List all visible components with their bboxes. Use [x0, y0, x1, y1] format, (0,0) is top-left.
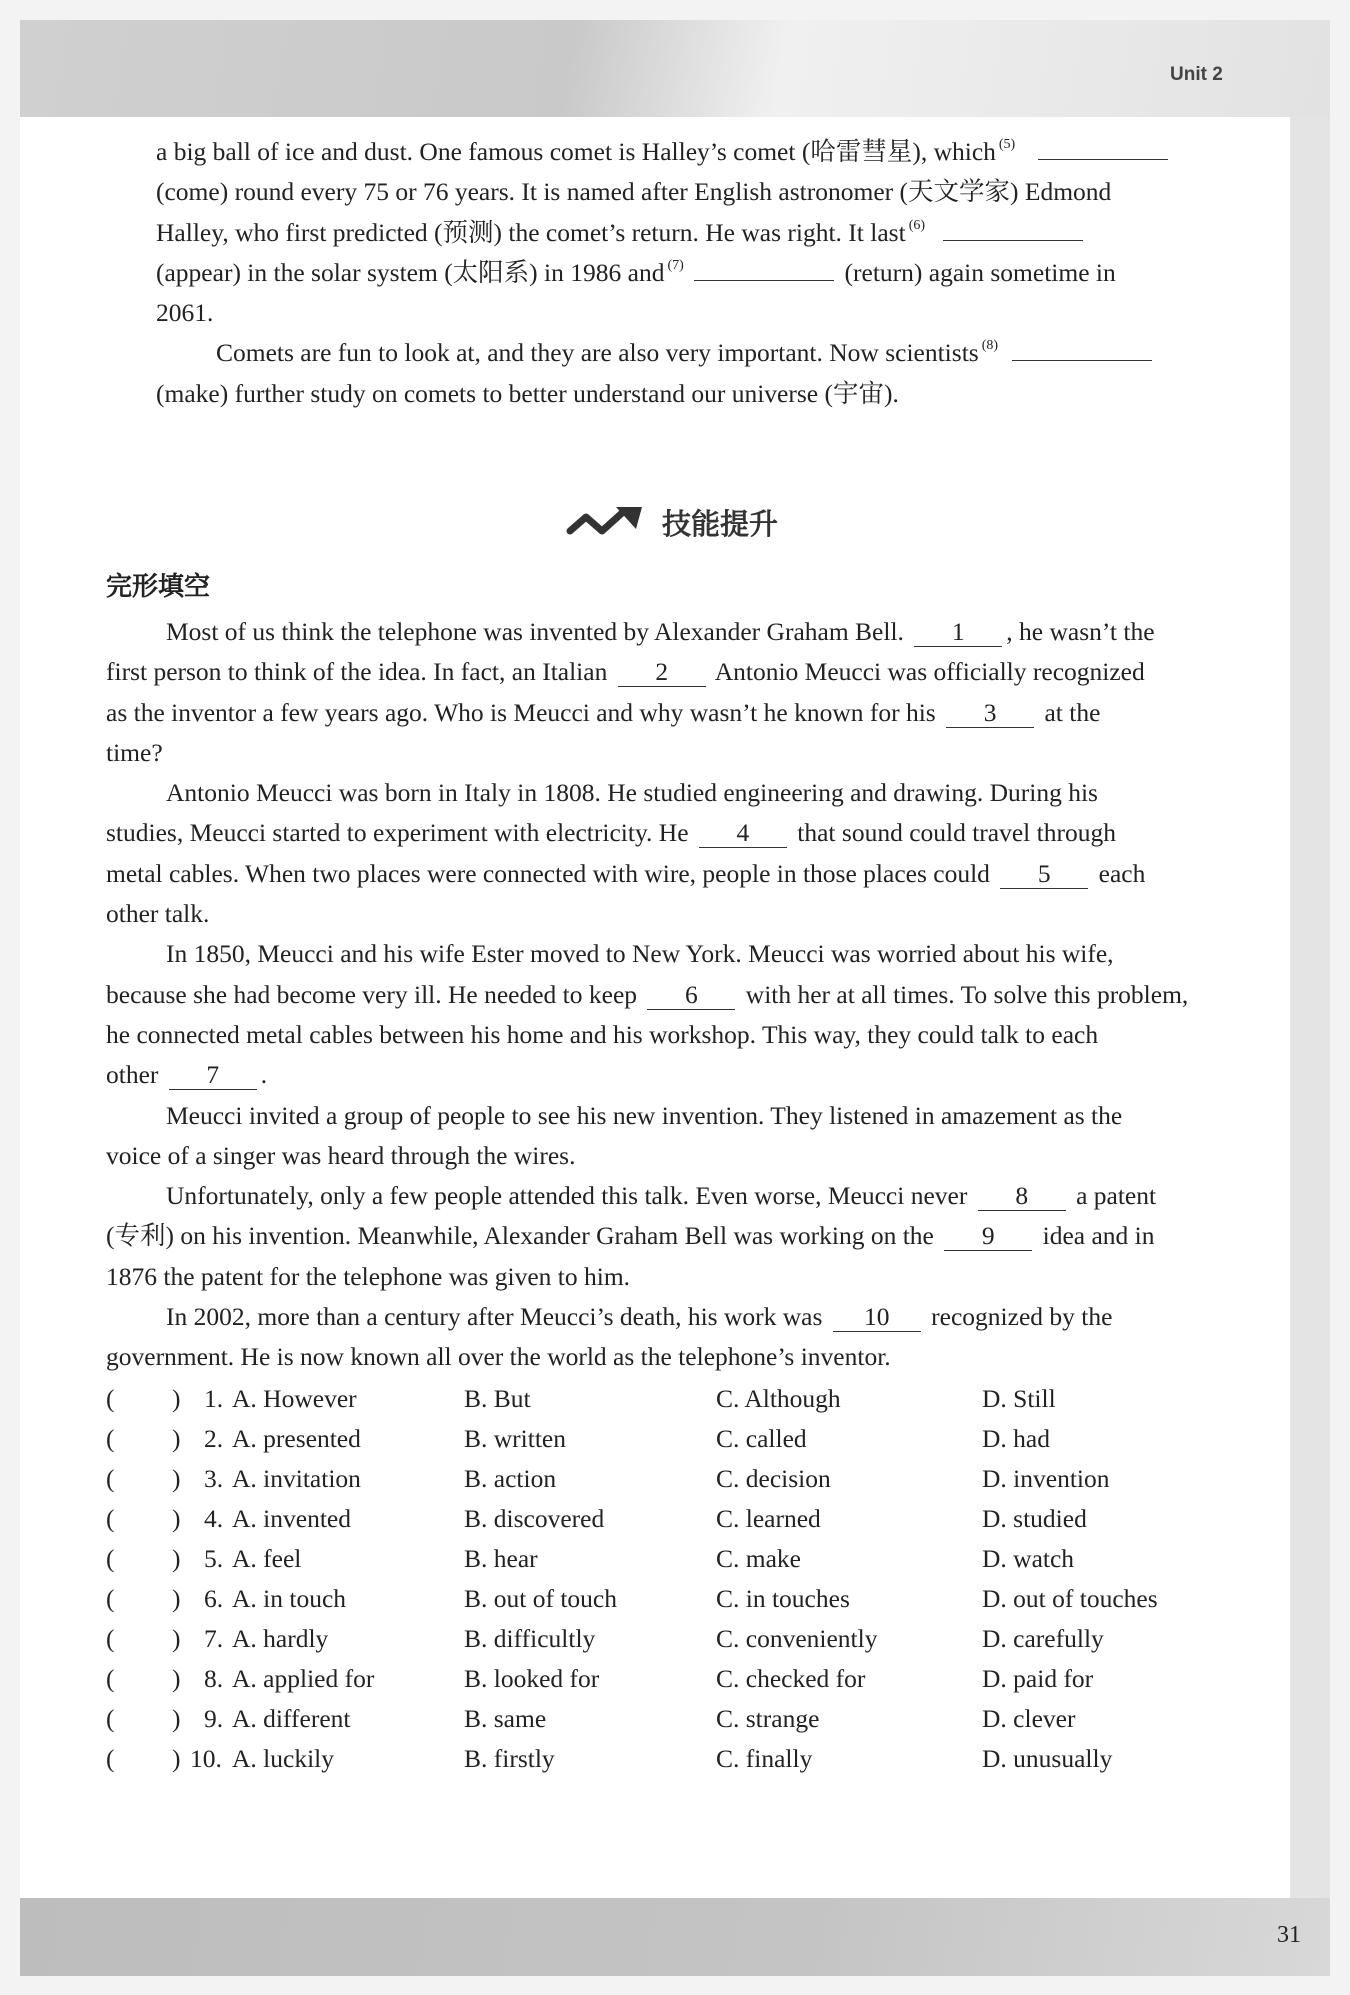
unit-label: Unit 2 [1170, 64, 1223, 85]
section-heading [566, 502, 778, 543]
passage-line: a big ball of ice and dust. One famous comet is Halley’s comet (哈雷彗星), which $^{(5)}$ [156, 132, 1172, 172]
blank-number: (6) [908, 217, 926, 233]
comet-passage [156, 132, 1172, 414]
blank-number: (7) [667, 257, 684, 273]
answer-slot[interactable]: ) [172, 1584, 181, 1613]
passage-line: as the inventor a few years ago. Who is Meucci and why wasn’t he known for his 3 at the [106, 697, 1101, 727]
passage-line: Most of us think the telephone was invented by Alexander Graham Bell. 1 , he wasn’t the [166, 617, 1155, 646]
passage-line: government. He is now known all over the world as the telephone’s inventor. [106, 1342, 891, 1372]
answer-slot[interactable]: ) [172, 1464, 181, 1493]
numbered-blank[interactable]: 9 [944, 1222, 1032, 1251]
page-footer-band [20, 1898, 1330, 1976]
passage-line: (make) further study on comets to better understand our universe (宇宙). [156, 378, 899, 408]
passage-line: Halley, who first predicted (预测) the comet’s return. He was right. It last $^{(6)}$ [156, 213, 1172, 253]
answer-slot[interactable]: ) [172, 1704, 181, 1733]
cloze-passage [106, 612, 1188, 1378]
numbered-blank[interactable]: 3 [946, 699, 1034, 728]
passage-line: other 7 . [106, 1060, 268, 1090]
blank-number: (5) [998, 137, 1016, 152]
answer-slot[interactable]: ) [172, 1504, 181, 1533]
answer-slot[interactable]: ) [172, 1384, 181, 1413]
answer-slot[interactable]: ) [172, 1744, 181, 1773]
numbered-blank[interactable]: 8 [978, 1182, 1066, 1211]
page-number: 31 [1277, 1922, 1301, 1948]
passage-line: Meucci invited a group of people to see his new invention. They listened in amazement as the [166, 1100, 1123, 1130]
answer-blank[interactable] [943, 214, 1083, 241]
numbered-blank[interactable]: 6 [647, 981, 735, 1010]
passage-line: Unfortunately, only a few people attended this talk. Even worse, Meucci never 8 a patent [166, 1181, 1157, 1211]
passage-line: 2061. [156, 298, 214, 328]
passage-line: (专利) on his invention. Meanwhile, Alexander Graham Bell was working on the 9 idea and in [106, 1221, 1155, 1251]
answer-slot[interactable]: ) [172, 1624, 181, 1653]
passage-line: first person to think of the idea. In fact, an Italian 2 Antonio Meucci was officially recognized [106, 657, 1145, 687]
answer-slot[interactable]: ) [172, 1544, 181, 1573]
page-right-margin [1290, 117, 1330, 1898]
numbered-blank[interactable]: 2 [618, 658, 706, 687]
blank-number: (8) [981, 338, 999, 354]
passage-line: Antonio Meucci was born in Italy in 1808. He studied engineering and drawing. During his [166, 778, 1098, 808]
answer-blank[interactable] [1012, 334, 1152, 361]
numbered-blank[interactable]: 7 [169, 1061, 257, 1090]
rising-trend-icon [566, 505, 648, 541]
page-header-band [20, 20, 1330, 117]
answer-slot[interactable]: ) [172, 1424, 181, 1453]
numbered-blank[interactable]: 4 [699, 819, 787, 848]
passage-line: time? [106, 737, 163, 767]
passage-line: In 2002, more than a century after Meucci’s death, his work was 10 recognized by the [166, 1302, 1113, 1332]
answer-slot[interactable]: ) [172, 1664, 181, 1693]
numbered-blank[interactable]: 10 [833, 1303, 921, 1332]
passage-line: because she had become very ill. He needed to keep 6 with her at all times. To solve this problem, [106, 979, 1189, 1009]
numbered-blank[interactable]: 5 [1000, 860, 1088, 889]
passage-line: studies, Meucci started to experiment with electricity. He 4 that sound could travel through [106, 818, 1116, 848]
answer-blank[interactable] [1038, 133, 1168, 160]
passage-line: he connected metal cables between his home and his workshop. This way, they could talk to each [106, 1019, 1099, 1049]
passage-line: voice of a singer was heard through the wires. [106, 1140, 576, 1170]
section-title: 技能提升 [662, 507, 779, 541]
answer-blank[interactable] [694, 254, 834, 281]
passage-line: (appear) in the solar system (太阳系) in 1986 and $^{(7)}$ (return) again sometime in [156, 253, 1172, 293]
passage-line: In 1850, Meucci and his wife Ester moved to New York. Meucci was worried about his wife, [166, 939, 1114, 969]
passage-line: Comets are fun to look at, and they are also very important. Now scientists $^{(8)}$ [156, 333, 1172, 373]
passage-line: 1876 the patent for the telephone was given to him. [106, 1261, 631, 1291]
passage-line: metal cables. When two places were connected with wire, people in those places could 5 each [106, 858, 1146, 888]
passage-line: (come) round every 75 or 76 years. It is named after English astronomer (天文学家) Edmond [156, 177, 1112, 207]
passage-line: other talk. [106, 899, 210, 929]
numbered-blank[interactable]: 1 [914, 618, 1002, 647]
exercise-title: 完形填空 [106, 572, 211, 602]
